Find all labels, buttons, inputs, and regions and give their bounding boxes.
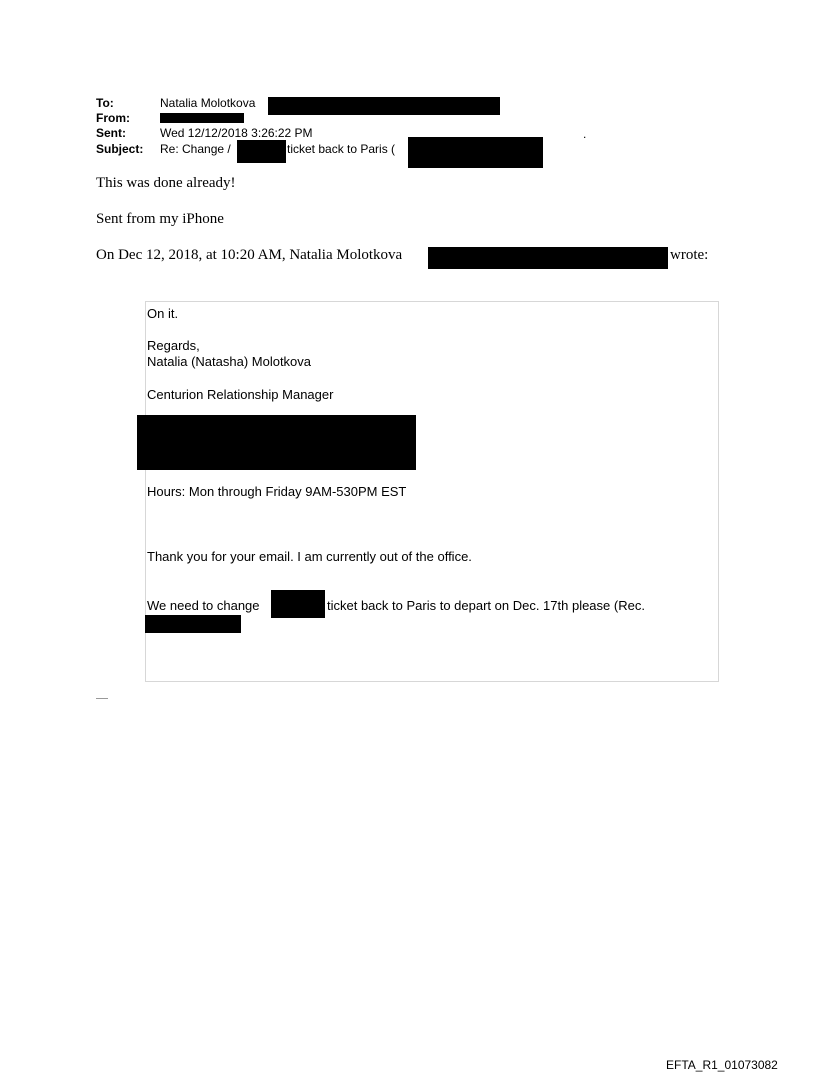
redaction-from (160, 113, 244, 123)
quoted-request-part1: We need to change (147, 598, 260, 613)
quoted-sender-name: Natalia (Natasha) Molotkova (147, 354, 312, 369)
signature-line: Sent from my iPhone (96, 211, 224, 227)
redaction-contact-block (137, 415, 416, 470)
quote-intro: On Dec 12, 2018, at 10:20 AM, Natalia Molotkova (96, 247, 403, 263)
to-value: Natalia Molotkova (160, 96, 256, 110)
redaction-sender-email (428, 247, 668, 269)
redaction-to-email (268, 97, 500, 115)
stray-mark: . (583, 127, 587, 141)
subject-label: Subject: (96, 142, 144, 156)
document-id: EFTA_R1_01073082 (666, 1058, 778, 1072)
sent-value: Wed 12/12/2018 3:26:22 PM (160, 126, 313, 140)
subject-part2: ticket back to Paris ( (287, 142, 396, 156)
quoted-request-part2: ticket back to Paris to depart on Dec. 17th please (Rec. (327, 598, 645, 613)
quoted-on-it: On it. (147, 306, 179, 321)
redaction-subject-2 (408, 137, 543, 168)
quoted-hours: Hours: Mon through Friday 9AM-530PM EST (147, 484, 407, 499)
subject-part1: Re: Change / (160, 142, 231, 156)
from-label: From: (96, 111, 130, 125)
artifact-mark (96, 698, 108, 699)
sent-label: Sent: (96, 126, 126, 140)
quoted-title: Centurion Relationship Manager (147, 387, 334, 402)
redaction-request-name (271, 590, 325, 618)
reply-line: This was done already! (96, 175, 236, 191)
redaction-record-locator (145, 615, 241, 633)
redaction-subject-1 (237, 140, 286, 163)
quote-wrote: wrote: (670, 247, 709, 263)
quoted-regards: Regards, (147, 338, 200, 353)
quoted-out-of-office: Thank you for your email. I am currently out of the office. (147, 549, 472, 564)
to-label: To: (96, 96, 114, 110)
